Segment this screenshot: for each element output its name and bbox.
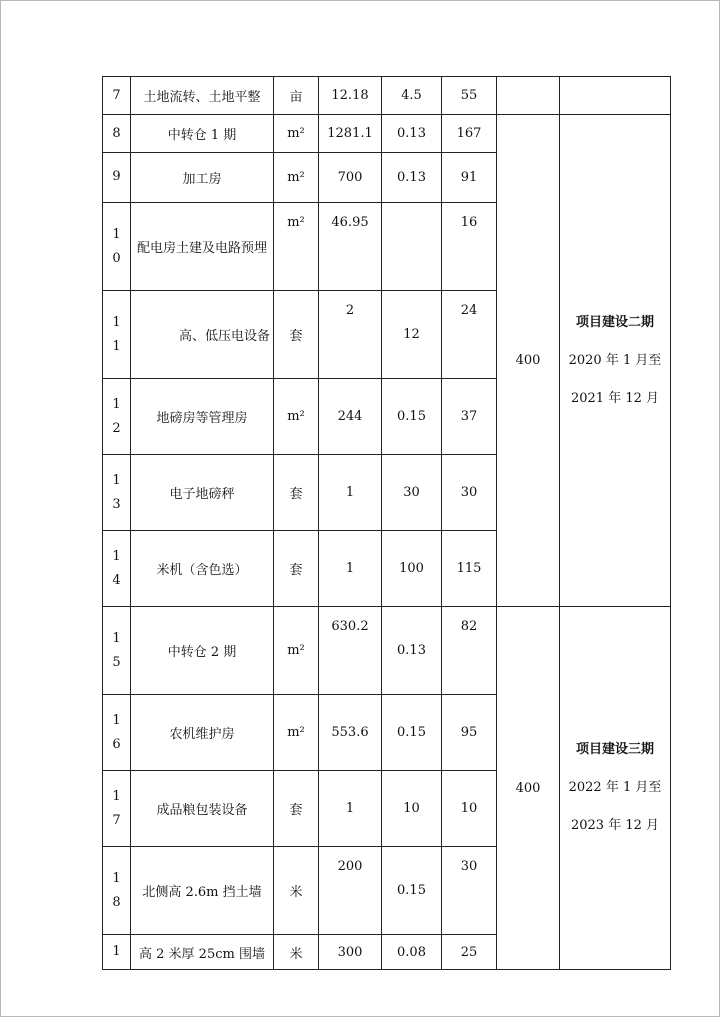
table-row — [103, 115, 671, 153]
item-name: 加工房 — [131, 153, 274, 203]
phase3-end: 2023 年 12 月 — [570, 818, 660, 833]
phase2-start: 2020 年 1 月至 — [568, 352, 662, 368]
item-total: 37 — [442, 379, 497, 455]
item-quantity: 12.18 — [319, 77, 382, 115]
phase2-end: 2021 年 12 月 — [570, 390, 660, 406]
item-unit-price: 10 — [382, 771, 442, 847]
row-number: 1 6 — [103, 695, 131, 771]
item-quantity: 1 — [319, 455, 382, 531]
item-unit-price: 30 — [382, 455, 442, 531]
item-total: 24 — [442, 291, 497, 379]
phase2-title: 项目建设二期 — [575, 314, 654, 330]
item-total: 25 — [442, 935, 497, 970]
phase3-schedule — [560, 607, 671, 970]
phase3-budget: 400 — [497, 607, 560, 970]
item-quantity: 553.6 — [319, 695, 382, 771]
item-name: 农机维护房 — [131, 695, 274, 771]
item-name: 高、低压电设备 — [131, 291, 274, 379]
item-unit: m² — [274, 153, 319, 203]
item-unit: m² — [274, 379, 319, 455]
item-total: 82 — [442, 607, 497, 695]
item-quantity: 1 — [319, 771, 382, 847]
item-unit-price: 12 — [382, 291, 442, 379]
item-unit: 套 — [274, 531, 319, 607]
item-name: 土地流转、土地平整 — [131, 77, 274, 115]
item-quantity: 630.2 — [319, 607, 382, 695]
item-total: 115 — [442, 531, 497, 607]
item-unit: m² — [274, 203, 319, 291]
item-name: 高 2 米厚 25cm 围墙 — [131, 935, 274, 970]
phase2-schedule — [560, 115, 671, 607]
item-unit-price: 0.15 — [382, 847, 442, 935]
row-number: 1 0 — [103, 203, 131, 291]
item-unit: m² — [274, 607, 319, 695]
item-unit-price: 4.5 — [382, 77, 442, 115]
item-quantity: 300 — [319, 935, 382, 970]
row-number: 1 1 — [103, 291, 131, 379]
row-number: 8 — [103, 115, 131, 153]
item-unit: 套 — [274, 291, 319, 379]
item-name: 配电房土建及电路预埋 — [131, 203, 274, 291]
item-total: 30 — [442, 455, 497, 531]
item-name: 米机（含色选） — [131, 531, 274, 607]
item-unit-price: 0.13 — [382, 153, 442, 203]
row-number: 1 3 — [103, 455, 131, 531]
item-unit: 套 — [274, 455, 319, 531]
item-unit-price: 0.13 — [382, 607, 442, 695]
phase3-title: 项目建设三期 — [575, 742, 654, 757]
item-quantity: 46.95 — [319, 203, 382, 291]
empty-cell — [497, 77, 560, 115]
item-quantity: 1281.1 — [319, 115, 382, 153]
table-row — [103, 607, 671, 695]
item-total: 10 — [442, 771, 497, 847]
item-unit: m² — [274, 115, 319, 153]
item-unit: 亩 — [274, 77, 319, 115]
phase3-start: 2022 年 1 月至 — [568, 780, 662, 795]
item-unit-price: 0.15 — [382, 379, 442, 455]
row-number: 1 — [103, 935, 131, 970]
item-unit-price: 0.08 — [382, 935, 442, 970]
project-table — [102, 76, 671, 970]
item-name: 中转仓 1 期 — [131, 115, 274, 153]
item-total: 55 — [442, 77, 497, 115]
item-unit: 米 — [274, 847, 319, 935]
row-number: 1 2 — [103, 379, 131, 455]
row-number: 9 — [103, 153, 131, 203]
row-number: 1 5 — [103, 607, 131, 695]
item-total: 95 — [442, 695, 497, 771]
item-unit-price: 0.15 — [382, 695, 442, 771]
item-quantity: 700 — [319, 153, 382, 203]
empty-cell — [560, 77, 671, 115]
item-quantity: 2 — [319, 291, 382, 379]
item-total: 167 — [442, 115, 497, 153]
item-name: 北侧高 2.6m 挡土墙 — [131, 847, 274, 935]
row-number: 1 7 — [103, 771, 131, 847]
row-number: 1 8 — [103, 847, 131, 935]
item-name: 中转仓 2 期 — [131, 607, 274, 695]
row-number: 1 4 — [103, 531, 131, 607]
item-name: 成品粮包装设备 — [131, 771, 274, 847]
item-total: 91 — [442, 153, 497, 203]
item-unit: 套 — [274, 771, 319, 847]
item-quantity: 200 — [319, 847, 382, 935]
item-total: 16 — [442, 203, 497, 291]
item-unit-price: 100 — [382, 531, 442, 607]
phase2-budget: 400 — [497, 115, 560, 607]
item-name: 电子地磅秤 — [131, 455, 274, 531]
row-number: 7 — [103, 77, 131, 115]
item-unit-price: 0.13 — [382, 115, 442, 153]
item-quantity: 244 — [319, 379, 382, 455]
table-row — [103, 77, 671, 115]
item-total: 30 — [442, 847, 497, 935]
item-unit: 米 — [274, 935, 319, 970]
item-unit-price — [382, 203, 442, 291]
item-unit: m² — [274, 695, 319, 771]
item-name: 地磅房等管理房 — [131, 379, 274, 455]
item-quantity: 1 — [319, 531, 382, 607]
